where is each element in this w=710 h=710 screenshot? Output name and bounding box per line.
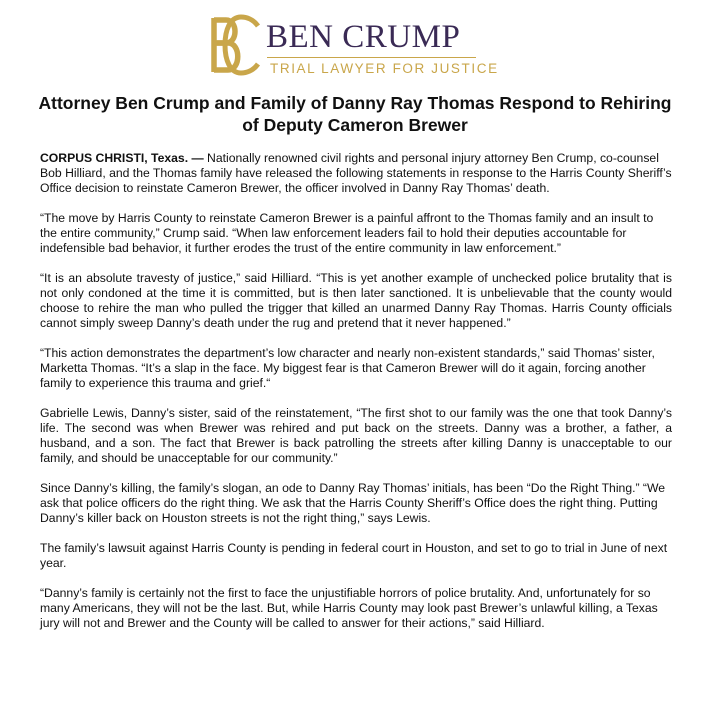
crump-statement-paragraph: “The move by Harris County to reinstate Cameron Brewer is a painful affront to the Thomas family and an insult to the entire community,” Crump said. “When law enforcement leaders fail to hold their deputies accountable for indefensible bad behavior, it further erodes the trust of the entire community in law enforcement.” bbox=[40, 211, 654, 255]
press-release-body bbox=[40, 151, 672, 631]
hilliard-statement-paragraph: “It is an absolute travesty of justice,” said Hilliard. “This is yet another example of unchecked police brutality that is not only condoned at the time it is committed, but is then later sanctioned. It is unbelievable that the county would choose to rehire the man who pulled the trigger that killed an unarmed Danny Ray Thomas. Harris County officials cannot simply sweep Danny’s death under the rug and pretend that it never happened.” bbox=[40, 271, 672, 330]
lead-text: Nationally renowned civil rights and personal injury attorney Ben Crump, co-counsel Bob Hilliard, and the Thomas family have released the following statements in response to the Harris County Sheriff’s Office decision to reinstate Cameron Brewer, the officer involved in Danny Ray Thomas’ death. bbox=[40, 151, 672, 195]
marketta-thomas-statement-paragraph: “This action demonstrates the department’s low character and nearly non-existent standards,” said Thomas’ sister, Marketta Thomas. “It’s a slap in the face. My biggest fear is that Cameron Brewer will do it again, forcing another family to experience this trauma and grief.“ bbox=[40, 346, 655, 390]
gabrielle-lewis-statement-paragraph: Gabrielle Lewis, Danny’s sister, said of the reinstatement, “The first shot to our family was the one that took Danny’s life. The second was when Brewer was rehired and put back on the streets. Danny was a brother, a father, a husband, and a son. The fact that Brewer is back patrolling the streets after killing Danny is unacceptable to our family, and should be unacceptable for our community.” bbox=[40, 406, 672, 465]
dateline: CORPUS CHRISTI, Texas. — bbox=[40, 151, 204, 165]
lawsuit-paragraph: The family’s lawsuit against Harris County is pending in federal court in Houston, and set to go to trial in June of next year. bbox=[40, 541, 668, 570]
hilliard-closing-paragraph: “Danny’s family is certainly not the first to face the unjustifiable horrors of police brutality. And, unfortunately for so many Americans, they will not be the last. But, while Harris County may look past Brewer’s unlawful killing, a Texas jury will not and Brewer and the County will be called to answer for their actions,” said Hilliard. bbox=[40, 586, 658, 630]
brand-divider bbox=[267, 57, 476, 58]
press-release-headline: Attorney Ben Crump and Family of Danny Ray Thomas Respond to Rehiring of Deputy Cameron Brewer bbox=[38, 93, 672, 135]
brand-name: BEN CRUMP bbox=[266, 19, 461, 55]
brand-logo bbox=[206, 14, 506, 80]
lead-paragraph bbox=[40, 151, 672, 196]
brand-tagline: TRIAL LAWYER FOR JUSTICE bbox=[270, 61, 499, 76]
bc-monogram-icon bbox=[206, 14, 262, 76]
slogan-paragraph: Since Danny’s killing, the family’s slogan, an ode to Danny Ray Thomas’ initials, has been “Do the Right Thing.” “We ask that police officers do the right thing. We ask that the Harris County Sheriff’s Office does the right thing. Putting Danny’s killer back on Houston streets is not the right thing,” says Lewis. bbox=[40, 481, 666, 525]
